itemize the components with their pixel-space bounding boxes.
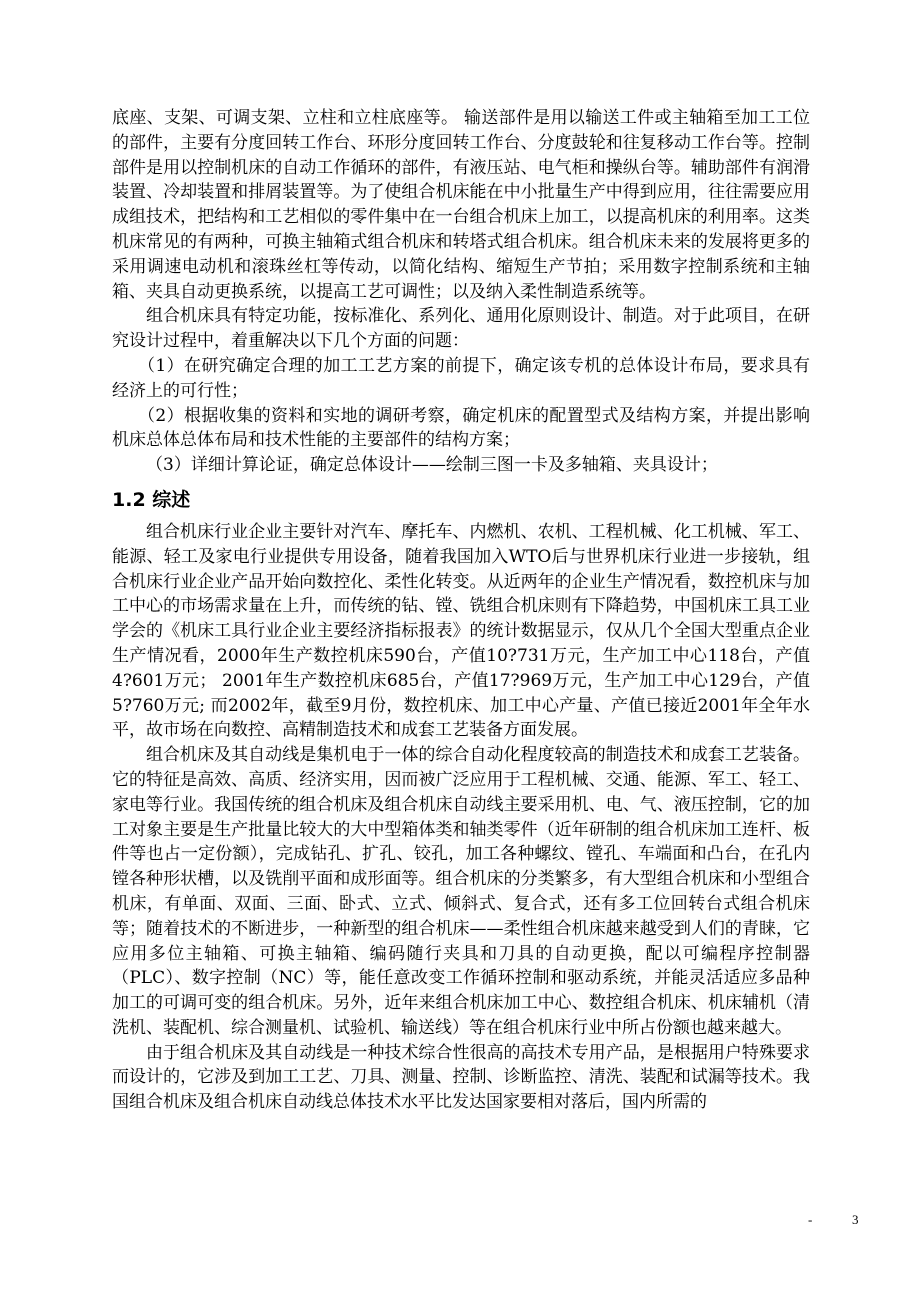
body-paragraph-1: 底座、支架、可调支架、立柱和立柱底座等。 输送部件是用以输送工件或主轴箱至加工工位的部件，主要有分度回转工作台、环形分度回转工作台、分度鼓轮和往复移动工作台等。控制部件是用以控制机床的自动工作循环的部件，有液压站、电气柜和操纵台等。辅助部件有润滑装置、冷却装置和排屑装置等。为了使组合机床能在中小批量生产中得到应用，往往需要应用成组技术，把结构和工艺相似的零件集中在一台组合机床上加工，以提高机床的利用率。这类机床常见的有两种，可换主轴箱式组合机床和转塔式组合机床。组合机床未来的发展将更多的采用调速电动机和滚珠丝杠等传动，以简化结构、缩短生产节拍；采用数字控制系统和主轴箱、夹具自动更换系统，以提高工艺可调性；以及纳入柔性制造系统等。 [112, 108, 810, 302]
page-body [112, 106, 810, 1115]
footer-dash: - [808, 1212, 813, 1227]
section-paragraph-3: 由于组合机床及其自动线是一种技术综合性很高的高技术专用产品，是根据用户特殊要求而设计的，它涉及到加工工艺、刀具、测量、控制、诊断监控、清洗、装配和试漏等技术。我国组合机床及组合机床自动线总体技术水平比发达国家要相对落后，国内所需的 [112, 1042, 810, 1113]
list-item-2: （2）根据收集的资料和实地的调研考察，确定机床的配置型式及结构方案，并提出影响机床总体总体布局和技术性能的主要部件的结构方案； [112, 405, 810, 451]
list-item-3: （3）详细计算论证，确定总体设计——绘制三图一卡及多轴箱、夹具设计； [146, 455, 718, 476]
list-item-1: （1）在研究确定合理的加工工艺方案的前提下，确定该专机的总体设计布局，要求具有经济上的可行性； [112, 355, 810, 401]
body-paragraph-2: 组合机床具有特定功能，按标准化、系列化、通用化原则设计、制造。对于此项目，在研究设计过程中，着重解决以下几个方面的问题： [112, 306, 810, 352]
section-heading: 1.2 综述 [112, 488, 191, 511]
section-paragraph-2: 组合机床及其自动线是集机电于一体的综合自动化程度较高的制造技术和成套工艺装备。它的特征是高效、高质、经济实用，因而被广泛应用于工程机械、交通、能源、军工、轻工、家电等行业。我国传统的组合机床及组合机床自动线主要采用机、电、气、液压控制，它的加工对象主要是生产批量比较大的大中型箱体类和轴类零件（近年研制的组合机床加工连杆、板件等也占一定份额），完成钻孔、扩孔、铰孔，加工各种螺纹、镗孔、车端面和凸台，在孔内镗各种形状槽，以及铣削平面和成形面等。组合机床的分类繁多，有大型组合机床和小型组合机床，有单面、双面、三面、卧式、立式、倾斜式、复合式，还有多工位回转台式组合机床等；随着技术的不断进步，一种新型的组合机床——柔性组合机床越来越受到人们的青睐，它应用多位主轴箱、可换主轴箱、编码随行夹具和刀具的自动更换，配以可编程序控制器（PLC）、数字控制（NC）等，能任意改变工作循环控制和驱动系统，并能灵活适应多品种加工的可调可变的组合机床。另外，近年来组合机床加工中心、数控组合机床、机床辅机（清洗机、装配机、综合测量机、试验机、输送线）等在组合机床行业中所占份额也越来越大。 [112, 745, 810, 1038]
page-number: 3 [852, 1212, 859, 1227]
section-paragraph-1: 组合机床行业企业主要针对汽车、摩托车、内燃机、农机、工程机械、化工机械、军工、能源、轻工及家电行业提供专用设备，随着我国加入WTO后与世界机床行业进一步接轨，组合机床行业企业产品开始向数控化、柔性化转变。从近两年的企业生产情况看，数控机床与加工中心的市场需求量在上升，而传统的钻、镗、铣组合机床则有下降趋势，中国机床工具工业学会的《机床工具行业企业主要经济指标报表》的统计数据显示，仅从几个全国大型重点企业生产情况看，2000年生产数控机床590台，产值10?731万元，生产加工中心118台，产值4?601万元； 2001年生产数控机床685台，产值17?969万元，生产加工中心129台，产值5?760万元; 而2002年，截至9月份，数控机床、加工中心产量、产值已接近2001年全年水平，故市场在向数控、高精制造技术和成套工艺装备方面发展。 [112, 521, 810, 741]
